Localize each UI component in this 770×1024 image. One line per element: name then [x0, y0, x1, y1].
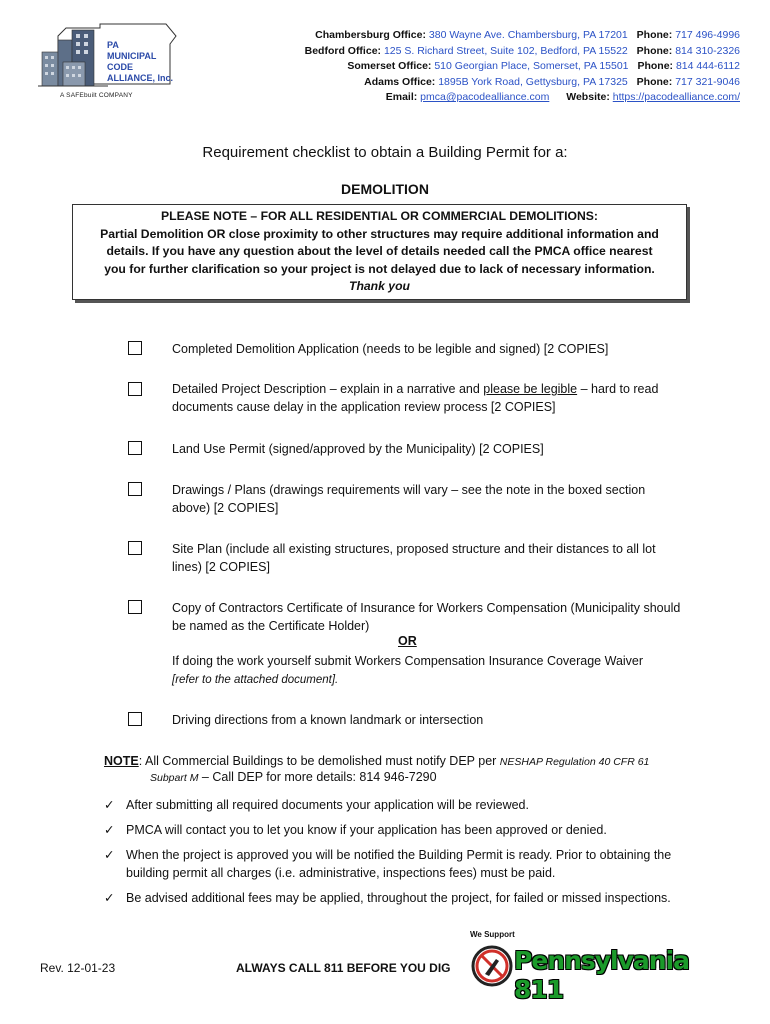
checklist-item — [172, 481, 692, 517]
checklist-item — [172, 711, 692, 729]
checkbox-land-use-permit[interactable] — [128, 441, 142, 455]
checklist-item-alternative — [172, 652, 692, 689]
revision-date: Rev. 12-01-23 — [40, 961, 116, 975]
info-bullet — [104, 889, 704, 907]
notice-line: Partial Demolition OR close proximity to other structures may require additional information and — [100, 226, 659, 241]
note-regulation: NESHAP Regulation 40 CFR 61 — [499, 756, 650, 768]
logo-line-1: PA — [107, 40, 119, 50]
office-address: 380 Wayne Ave. Chambersburg, PA 17201 — [428, 29, 628, 41]
checkbox-driving-directions[interactable] — [128, 712, 142, 726]
note-regulation-subpart: Subpart M — [150, 772, 199, 784]
dep-note — [104, 752, 704, 771]
checklist-item-emphasis: please be legible — [483, 382, 578, 396]
office-row-somerset — [305, 59, 740, 75]
call-811-notice: ALWAYS CALL 811 BEFORE YOU DIG — [236, 961, 451, 975]
office-address: 125 S. Richard Street, Suite 102, Bedford, PA 15522 — [383, 44, 628, 57]
bullet-text: PMCA will contact you to let you know if your application has been approved or denied. — [126, 823, 607, 837]
checklist-item — [172, 440, 692, 458]
checklist-item-text: Driving directions from a known landmark or intersection — [172, 713, 484, 727]
office-phone: 717 321-9046 — [675, 75, 740, 88]
logo-line-3: CODE — [107, 62, 134, 72]
checkmark-icon: ✓ — [104, 848, 115, 862]
office-row-bedford — [305, 44, 740, 60]
notice-heading: PLEASE NOTE – FOR ALL RESIDENTIAL OR COMMERCIAL DEMOLITIONS: — [161, 209, 598, 223]
checkmark-icon: ✓ — [104, 823, 115, 837]
bullet-text: Be advised additional fees may be applied, throughout the project, for failed or missed inspections. — [126, 891, 671, 905]
notice-box — [72, 204, 687, 300]
checklist-item — [172, 380, 692, 416]
notice-line: details. If you have any question about the level of details needed call the PMCA office nearest — [106, 244, 653, 258]
logo-line-4: ALLIANCE, Inc. — [107, 73, 174, 83]
pa811-logo — [470, 930, 720, 1004]
checklist-item-text: – hard to read — [577, 382, 659, 396]
logo-text — [107, 40, 173, 84]
info-bullet — [104, 846, 704, 882]
office-address: 510 Georgian Place, Somerset, PA 15501 — [434, 60, 629, 72]
checklist-item-text: be named as the Certificate Holder) — [172, 619, 370, 633]
website-label: Website: — [566, 91, 610, 103]
office-name: Bedford Office: — [304, 44, 382, 57]
email-link[interactable]: pmca@pacodealliance.com — [420, 91, 550, 103]
checklist-item-text: If doing the work yourself submit Workers Compensation Insurance Coverage Waiver — [172, 654, 644, 668]
page-title: DEMOLITION — [341, 181, 429, 197]
office-contacts — [305, 28, 740, 106]
bullet-text: building permit all charges (i.e. administrative, inspections fees) must be paid. — [126, 866, 556, 880]
website-link[interactable]: https://pacodealliance.com/ — [612, 91, 740, 103]
checkbox-demolition-application[interactable] — [128, 341, 142, 355]
checkbox-project-description[interactable] — [128, 382, 142, 396]
checklist-item-text: Drawings / Plans (drawings requirements will vary – see the note in the boxed section — [172, 483, 646, 497]
office-row-chambersburg — [305, 28, 740, 44]
checkbox-drawings-plans[interactable] — [128, 482, 142, 496]
checkbox-insurance-certificate[interactable] — [128, 600, 142, 614]
checklist-item — [172, 599, 692, 635]
notice-line: you for further clarification so your project is not delayed due to lack of necessary information. — [104, 261, 655, 276]
checkmark-icon: ✓ — [104, 891, 115, 905]
company-logo — [38, 22, 188, 104]
info-bullet — [104, 821, 704, 839]
office-phone: 814 310-2326 — [675, 44, 740, 57]
note-label: NOTE — [104, 754, 139, 768]
note-text: : All Commercial Buildings to be demolished must notify DEP per — [138, 754, 500, 768]
page-subtitle: Requirement checklist to obtain a Building Permit for a: — [202, 144, 568, 161]
phone-label: Phone: — [637, 60, 674, 72]
or-separator: OR — [398, 634, 417, 648]
office-name: Somerset Office: — [347, 60, 432, 72]
checklist-item-text: lines) [2 COPIES] — [172, 560, 270, 574]
checklist-item-reference: [refer to the attached document]. — [172, 674, 339, 686]
checklist-item-text: documents cause delay in the application review process [2 COPIES] — [172, 400, 556, 414]
office-name: Adams Office: — [364, 75, 436, 88]
office-address: 1895B York Road, Gettysburg, PA 17325 — [438, 75, 628, 88]
office-phone: 717 496-4996 — [675, 29, 740, 41]
notice-thanks: Thank you — [349, 279, 410, 293]
checklist-item-text: Land Use Permit (signed/approved by the Municipality) [2 COPIES] — [172, 442, 544, 456]
bullet-text: After submitting all required documents your application will be reviewed. — [126, 798, 529, 812]
note-text: – Call DEP for more details: 814 946-7290 — [198, 770, 437, 784]
contact-row — [305, 90, 740, 106]
bullet-text: When the project is approved you will be notified the Building Permit is ready. Prior to obtaining the — [126, 848, 672, 862]
checklist-item-text: Copy of Contractors Certificate of Insurance for Workers Compensation (Municipality should — [172, 601, 681, 615]
checklist-item-text: Detailed Project Description – explain in a narrative and — [172, 382, 484, 396]
checklist-item-text: above) [2 COPIES] — [172, 501, 279, 515]
info-bullet — [104, 796, 704, 814]
checklist-item-text: Site Plan (include all existing structures, proposed structure and their distances to all lot — [172, 542, 656, 556]
phone-label: Phone: — [636, 75, 673, 88]
pa811-wordmark: Pennsylvania 811 — [514, 946, 690, 1004]
phone-label: Phone: — [636, 29, 673, 41]
dep-note-line-2 — [150, 770, 437, 784]
checkbox-site-plan[interactable] — [128, 541, 142, 555]
checklist-item — [172, 340, 692, 358]
we-support-label: We Support — [470, 930, 515, 939]
logo-subtitle: A SAFEbuilt COMPANY — [60, 92, 133, 99]
checkmark-icon: ✓ — [104, 798, 115, 812]
email-label: Email: — [385, 91, 418, 103]
checklist-item-text: Completed Demolition Application (needs to be legible and signed) [2 COPIES] — [172, 342, 609, 356]
checklist-item — [172, 540, 692, 576]
office-row-adams — [305, 75, 740, 91]
office-phone: 814 444-6112 — [675, 60, 740, 72]
office-name: Chambersburg Office: — [315, 29, 426, 41]
phone-label: Phone: — [636, 44, 673, 57]
no-dig-icon — [470, 944, 514, 988]
logo-line-2: MUNICIPAL — [107, 51, 157, 61]
